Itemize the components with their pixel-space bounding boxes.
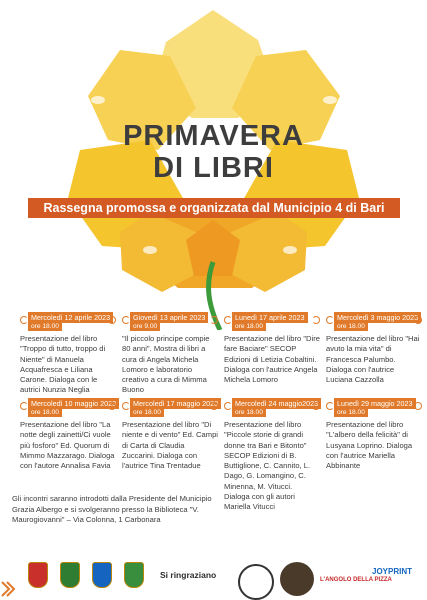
event-card: [224, 398, 320, 513]
event-card: [122, 312, 218, 396]
event-card: [20, 398, 116, 471]
swirl-right-icon: [414, 402, 422, 410]
event-card: [122, 398, 218, 471]
corner-arrows-icon: [0, 578, 16, 600]
event-date-bar: [20, 398, 117, 416]
sponsor-logo-circle: [238, 564, 274, 600]
event-card: [326, 312, 422, 385]
event-time: ore 18.00: [232, 322, 266, 331]
swirl-right-icon: [108, 316, 116, 324]
event-card: [224, 312, 320, 385]
event-time: ore 18.00: [334, 322, 368, 331]
event-date-bar: [122, 398, 219, 416]
event-description: Presentazione del libro "Troppo di tutto, troppo di Niente" di Manuela Acquafresca e Liliana Carone. Dialoga con le autrici Nunzia Neglia: [20, 334, 106, 395]
municipality-crest-icon: [124, 562, 144, 588]
event-description: "Il piccolo principe compie 80 anni". Mostra di libri a cura di Angela Michela Lomoro e laboratorio creativo a cura di Mimma Buono: [122, 334, 210, 395]
event-date: Mercoledì 12 aprile 2023: [28, 312, 113, 323]
municipality-crest-icon: [28, 562, 48, 588]
sponsor-logo-text: L'ANGOLO DELLA PIZZA: [320, 577, 392, 583]
swirl-right-icon: [108, 402, 116, 410]
swirl-right-icon: [312, 316, 320, 324]
swirl-right-icon: [210, 402, 218, 410]
event-card: [20, 312, 116, 396]
event-date: Giovedì 13 aprile 2023: [130, 312, 208, 323]
event-date-bar: [122, 312, 218, 330]
title-line-1: PRIMAVERA: [123, 120, 304, 152]
event-description: Presentazione del libro "Di niente e di vento" Ed. Campi di Carta di Claudia Zuccarini. Dialoga con l'autrice Tina Trentadue: [122, 420, 218, 471]
swirl-left-icon: [224, 402, 232, 410]
municipality-crest-icon: [60, 562, 80, 588]
event-date: Mercoledì 17 maggio 2023: [130, 398, 221, 409]
swirl-right-icon: [414, 316, 422, 324]
event-date: Mercoledì 24 maggio2023: [232, 398, 321, 409]
venue-info: Gli incontri saranno introdotti dalla Presidente del Municipio Grazia Albergo e si svolgeranno presso la Biblioteca "V. Maurogiovanni" – Via Colonna, 1 Carbonara: [12, 494, 212, 524]
swirl-left-icon: [122, 316, 130, 324]
event-date: Mercoledì 3 maggio 2023: [334, 312, 421, 323]
event-date-bar: [20, 312, 116, 330]
event-description: Presentazione del libro "La notte degli zainetti/Ci vuole più fosforo" Ed. Quorum di Mimmo Mazzarago. Dialoga con l'autore Annalisa Favia: [20, 420, 115, 471]
swirl-left-icon: [122, 402, 130, 410]
subtitle-banner: Rassegna promossa e organizzata dal Municipio 4 di Bari: [28, 198, 400, 218]
municipality-crest-icon: [92, 562, 112, 588]
sponsor-logo-circle: [280, 562, 314, 596]
swirl-right-icon: [210, 316, 218, 324]
event-date-bar: [326, 312, 422, 330]
event-time: ore 18.00: [232, 408, 266, 417]
thanks-label: Si ringraziano: [160, 570, 217, 580]
event-time: ore 18.00: [130, 408, 164, 417]
swirl-left-icon: [224, 316, 232, 324]
event-time: ore 18.00: [28, 322, 62, 331]
sponsor-logo-text: JOYPRINT: [372, 567, 413, 576]
event-date: Mercoledì 10 maggio 2023: [28, 398, 119, 409]
event-card: [326, 398, 422, 471]
swirl-left-icon: [20, 402, 28, 410]
event-description: Presentazione del libro "Piccole storie di grandi donne tra Bari e Bitonto" SECOP Edizioni di B. Buttiglione, C. Cannito, L. Dago, G. Lomangino, C. Minenna, M. Vitucci. Dialoga con gli autori Mariella Vitucci: [224, 420, 311, 512]
event-time: ore 9.00: [130, 322, 160, 331]
event-date: Lunedì 17 aprile 2023: [232, 312, 308, 323]
event-date-bar: [224, 398, 320, 416]
event-description: Presentazione del libro "Hai avuto la mia vita" di Francesca Palumbo. Dialoga con l'autrice Luciana Cazzolla: [326, 334, 420, 385]
event-description: Presentazione del libro "L'albero della felicità" di Lusyana Loprino. Dialoga con l'autrice Mariella Abbinante: [326, 420, 413, 471]
swirl-left-icon: [326, 402, 334, 410]
event-time: ore 18.00: [334, 408, 368, 417]
title-line-2: DI LIBRI: [153, 152, 274, 184]
event-description: Presentazione del libro "Dire fare Baciare" SECOP Edizioni di Letizia Cobaltini. Dialoga con l'autrice Angela Michela Lomoro: [224, 334, 320, 385]
event-date: Lunedì 29 maggio 2023: [334, 398, 416, 409]
event-date-bar: [326, 398, 422, 416]
swirl-right-icon: [312, 402, 320, 410]
swirl-left-icon: [326, 316, 334, 324]
event-date-bar: [224, 312, 320, 330]
event-time: ore 18.00: [28, 408, 62, 417]
swirl-left-icon: [20, 316, 28, 324]
